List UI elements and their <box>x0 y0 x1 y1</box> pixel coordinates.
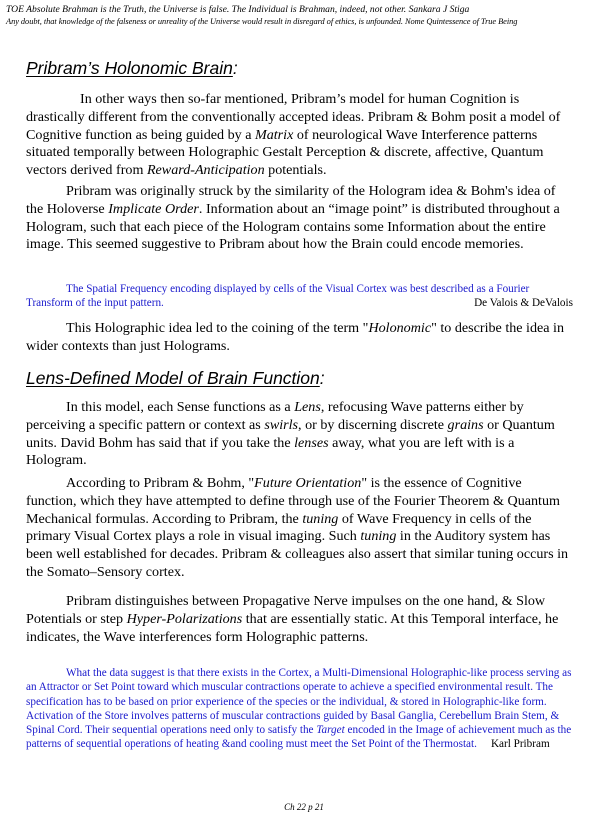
emphasis: Hyper-Polarizations <box>126 610 243 627</box>
text-run: In this model, each Sense functions as a <box>66 399 295 415</box>
paragraph <box>26 475 575 582</box>
emphasis: swirls <box>264 416 299 433</box>
heading-text: Lens-Defined Model of Brain Function <box>26 368 320 388</box>
emphasis: tuning <box>360 528 397 545</box>
text-run: in the Auditory system has been well established for decades. Pribram & colleagues also assert that similar tuning occurs in the Somato–Sensory cortex. <box>26 528 569 580</box>
text-run: Pribram was originally struck by the similarity of the Hologram idea & Bohm's idea of the Holoverse <box>26 183 556 217</box>
blockquote-pribram <box>26 666 576 752</box>
emphasis: grains <box>447 416 484 433</box>
page-footer: Ch 22 p 21 <box>284 802 324 812</box>
text-run: Pribram distinguishes between Propagative Nerve impulses on the one hand, & Slow Potentials or step <box>26 593 546 627</box>
blockquote-devalois <box>26 282 576 311</box>
text-run: " is the essence of Cognitive function, which they have attempted to define through use of the Fourier Theorem & Quantum Mechanical formulas. According to Pribram, the <box>26 475 560 527</box>
running-header-quote: TOE Absolute Brahman is the Truth, the Universe is false. The Individual is Brahman, indeed, not other. Sankara J Stiga <box>6 4 470 15</box>
text-run: According to Pribram & Bohm, " <box>66 475 255 491</box>
text-run: , refocusing Wave patterns either by perceiving a specific pattern or context as <box>26 399 524 433</box>
section-heading-lens-model <box>26 368 325 388</box>
heading-text: Pribram’s Holonomic Brain <box>26 58 233 78</box>
quote-author: De Valois & DeValois <box>474 297 573 310</box>
quote-text: The Spatial Frequency encoding displayed by cells of the Visual Cortex was best described as a Fourier Transform of the input pattern. <box>26 283 530 310</box>
paragraph <box>26 183 575 254</box>
text-run: In other ways then so-far mentioned, Pribram’s model for human Cognition is drastically different from the conventionally accepted ideas. Pribram & Bohm posit a model of Cognitive function as being guided by a <box>26 91 561 143</box>
text-run: that are essentially static. At this Temporal interface, he indicates, the Wave interferences form Holographic patterns. <box>26 610 559 645</box>
emphasis: Future Orientation <box>254 475 362 491</box>
heading-colon: : <box>319 368 325 388</box>
emphasis: lenses <box>294 434 329 451</box>
emphasis: Holonomic <box>368 320 432 336</box>
paragraph <box>26 593 575 646</box>
heading-colon: : <box>232 58 238 78</box>
paragraph <box>26 91 575 180</box>
text-run: , or by discerning discrete <box>298 416 448 433</box>
text-run: or Quantum units. David Bohm has said that if you take the <box>26 416 555 451</box>
emphasis: Lens <box>294 399 321 415</box>
quote-text: encoded in the Image of achievement much as the patterns of sequential operations of heating &and cooling must meet the Set Point of the Thermostat. <box>26 724 572 751</box>
emphasis: Reward-Anticipation <box>146 162 265 179</box>
paragraph <box>26 320 575 356</box>
text-run: This Holographic idea led to the coining of the term " <box>66 320 369 336</box>
running-header-subquote: Any doubt, that knowledge of the falseness or unreality of the Universe would result in disregard of ethics, is unfounded. Nome Quintessence of True Being <box>6 17 518 26</box>
text-run: potentials. <box>264 162 327 179</box>
emphasis: Target <box>316 724 345 737</box>
section-heading-holonomic-brain <box>26 58 238 78</box>
emphasis: Implicate Order <box>108 200 199 217</box>
text-run: of Wave Frequency in cells of the primary Visual Cortex plays a role in visual imaging. Such <box>26 510 532 545</box>
text-run: away, what you are left with is a Hologram. <box>26 434 515 469</box>
emphasis: tuning <box>302 510 339 527</box>
quote-text: What the data suggest is that there exists in the Cortex, a Multi-Dimensional Holographic-like process serving as an Attractor or Set Point toward which muscular contractions operate to achieve a specified environmental result. The specification has to be based on prior experience of the species or the individual, & stored in Holographic-like form. Activation of the Store involves patterns of muscular contractions guided by Basal Ganglia, Cerebellum Brain Stem, & Spinal Cord. Their sequential operations need only to satisfy the <box>26 667 572 737</box>
quote-author: Karl Pribram <box>490 738 550 751</box>
paragraph <box>26 399 575 470</box>
text-run: . Information about an “image point” is distributed throughout a Hologram, such that each piece of the Hologram contains some Information about the entire image. This seemed suggestive to Pribram about how the Brain could encode memories. <box>26 200 560 253</box>
text-run: " to describe the idea in wider contexts than just Holograms. <box>26 320 565 354</box>
text-run: of neurological Wave Interference patterns situated temporally between Holographic Gestalt Perception & discrete, affective, Quantum vectors derived from <box>26 126 544 179</box>
emphasis: Matrix <box>254 126 294 143</box>
